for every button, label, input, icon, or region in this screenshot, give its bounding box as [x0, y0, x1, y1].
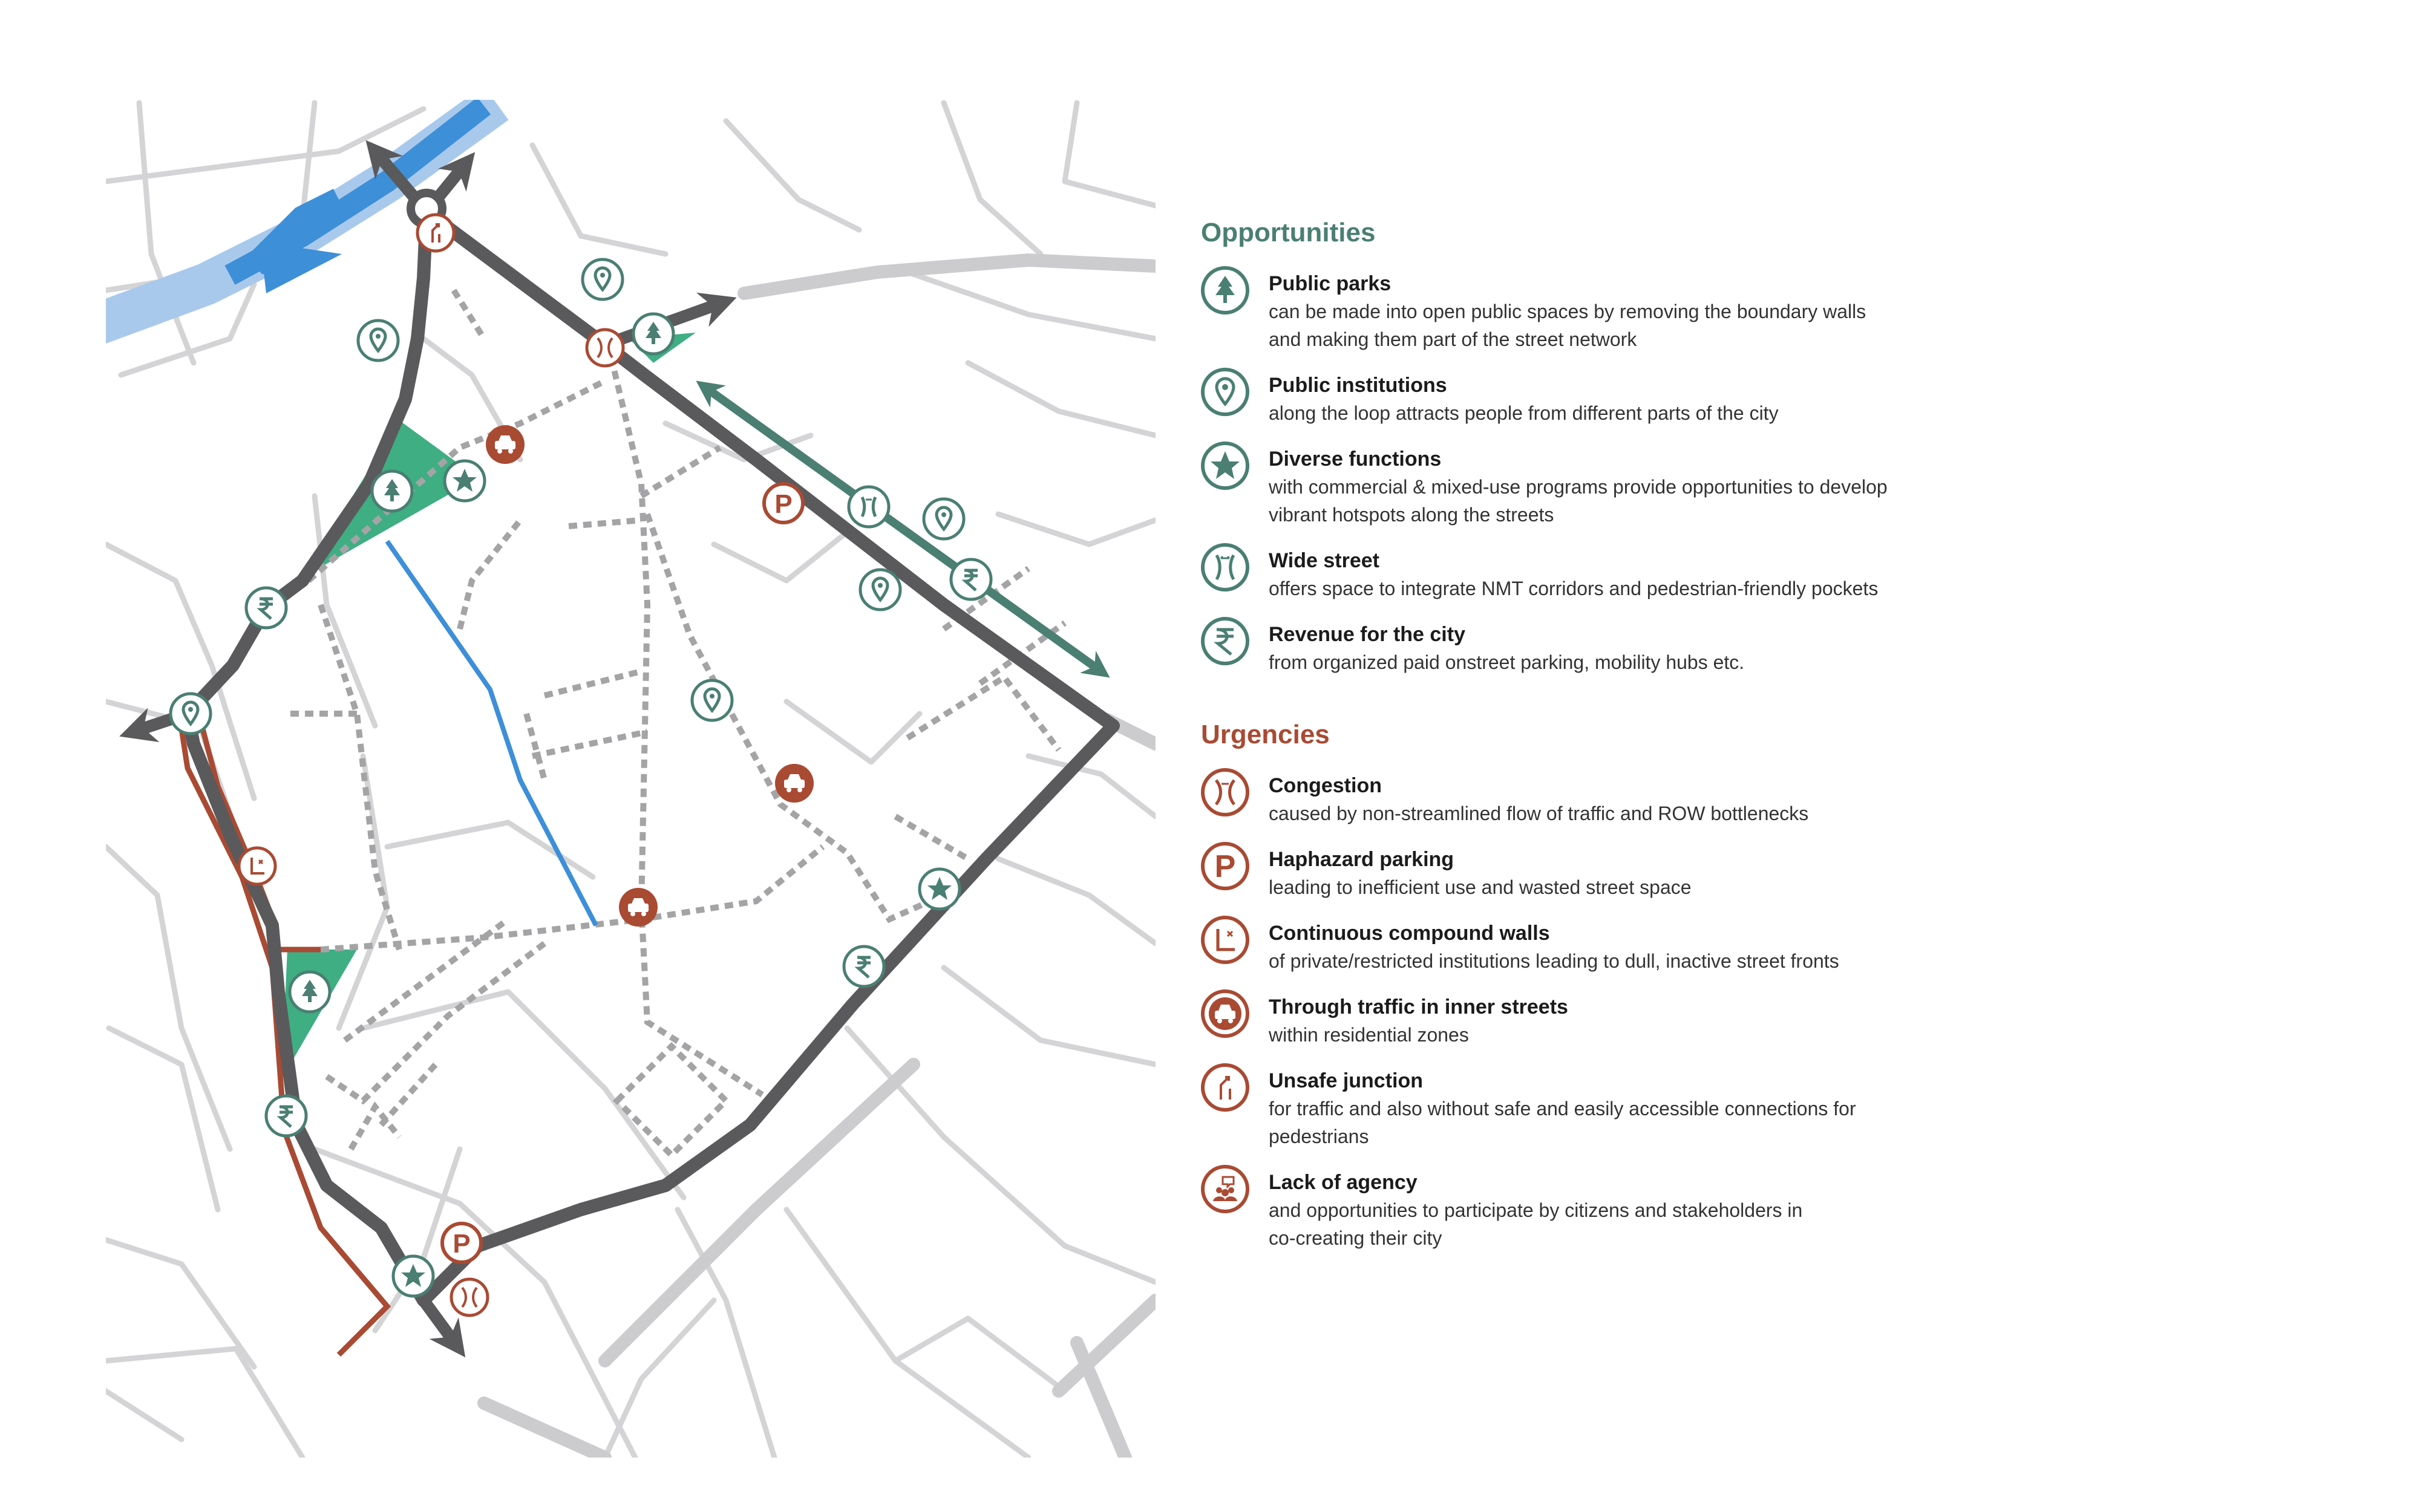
legend-item-description: along the loop attracts people from different parts of the city [1269, 402, 1779, 424]
tree-icon [290, 972, 330, 1012]
wide-street-icon [1201, 543, 1249, 591]
legend-item-description: leading to inefficient use and wasted street space [1269, 876, 1692, 898]
rupee-icon [266, 1096, 306, 1136]
star-icon [1201, 442, 1249, 490]
star-icon [445, 461, 485, 501]
legend-item-text [1269, 547, 1878, 602]
major-roads [484, 260, 1156, 1458]
parking-icon [1201, 842, 1249, 890]
legend-item-description: co-creating their city [1269, 1227, 1442, 1249]
legend-item [1201, 1168, 1987, 1252]
legend-item-label: Wide street [1269, 549, 1379, 572]
legend-item-text [1269, 993, 1568, 1049]
tree-icon [372, 471, 412, 511]
legend-item-label: Continuous compound walls [1269, 922, 1550, 945]
location-pin-icon [1201, 368, 1249, 416]
legend-item-text [1269, 270, 1866, 353]
location-pin-icon [358, 321, 398, 360]
tree-icon [1201, 266, 1249, 314]
location-pin-icon [860, 570, 900, 610]
legend-item-description: offers space to integrate NMT corridors and pedestrian-friendly pockets [1269, 578, 1879, 599]
legend-item [1201, 993, 1987, 1049]
urgencies-list [1201, 772, 1987, 1252]
street-network [106, 103, 1156, 1458]
car-icon [486, 425, 525, 464]
blue-route [387, 541, 596, 925]
legend-item [1201, 547, 1987, 602]
legend-item-label: Diverse functions [1269, 448, 1442, 471]
legend-item-description: from organized paid onstreet parking, mobility hubs etc. [1269, 651, 1745, 673]
legend-item-description: for traffic and also without safe and easily accessible connections for [1269, 1098, 1856, 1119]
legend-item-label: Public parks [1269, 272, 1392, 295]
legend [1201, 218, 1987, 1270]
people-icon [1201, 1165, 1249, 1213]
rupee-icon [951, 559, 991, 599]
legend-item-text [1269, 445, 1888, 529]
tree-icon [633, 314, 673, 354]
star-icon [920, 869, 960, 909]
legend-item-text [1269, 846, 1692, 901]
legend-item-text [1269, 772, 1808, 827]
legend-item-label: Lack of agency [1269, 1171, 1418, 1194]
location-pin-icon [171, 694, 211, 734]
legend-item-description: can be made into open public spaces by removing the boundary walls [1269, 301, 1866, 322]
loop-road [188, 212, 1113, 1300]
congestion-icon [1201, 768, 1249, 816]
congestion-icon [451, 1279, 488, 1315]
legend-item-text [1269, 919, 1839, 975]
car-icon [619, 888, 658, 927]
car-icon [775, 764, 814, 803]
compound-wall-icon [239, 848, 275, 884]
legend-item-description: and opportunities to participate by citizens and stakeholders in [1269, 1199, 1803, 1221]
legend-item-description: vibrant hotspots along the streets [1269, 504, 1554, 526]
rupee-icon [844, 947, 884, 986]
legend-item [1201, 371, 1987, 427]
legend-item-label: Revenue for the city [1269, 623, 1465, 646]
location-pin-icon [692, 680, 732, 720]
legend-item-label: Through traffic in inner streets [1269, 996, 1568, 1018]
legend-item-description: and making them part of the street network [1269, 328, 1637, 350]
unsafe-junction-icon [1201, 1063, 1249, 1112]
compound-wall-icon [1201, 916, 1249, 964]
legend-item [1201, 621, 1987, 676]
location-pin-icon [583, 259, 623, 299]
parking-icon [764, 484, 803, 523]
legend-item-description: pedestrians [1269, 1126, 1369, 1147]
congestion-icon [587, 330, 623, 366]
legend-item-text [1269, 371, 1779, 427]
legend-item-text [1269, 621, 1744, 676]
legend-item-text [1269, 1168, 1802, 1252]
legend-item [1201, 846, 1987, 901]
svg-text:P: P [453, 1229, 471, 1259]
urgencies-title: Urgencies [1201, 720, 1330, 749]
svg-text:P: P [1214, 849, 1236, 883]
legend-item-text [1269, 1067, 1856, 1150]
legend-item-label: Unsafe junction [1269, 1069, 1424, 1092]
legend-item [1201, 919, 1987, 975]
opportunities-list [1201, 270, 1987, 676]
location-pin-icon [924, 499, 964, 539]
legend-item-description: caused by non-streamlined flow of traffic and ROW bottlenecks [1269, 803, 1809, 824]
legend-item-description: within residential zones [1269, 1024, 1469, 1046]
legend-item-description: of private/restricted institutions leading to dull, inactive street fronts [1269, 950, 1839, 972]
legend-item [1201, 772, 1987, 827]
svg-text:P: P [774, 489, 793, 519]
star-icon [393, 1256, 433, 1296]
legend-item-label: Congestion [1269, 774, 1382, 797]
car-icon [1201, 989, 1249, 1038]
rupee-icon [1201, 617, 1249, 665]
legend-item [1201, 1067, 1987, 1150]
parking-icon [442, 1224, 481, 1262]
wide-street-icon [849, 487, 889, 527]
legend-item [1201, 270, 1987, 353]
legend-item-label: Public institutions [1269, 374, 1447, 397]
unsafe-junction-icon [417, 215, 454, 251]
legend-item-description: with commercial & mixed-use programs provide opportunities to develop [1269, 476, 1888, 498]
inner-streets [290, 290, 1065, 1155]
opportunities-title: Opportunities [1201, 218, 1376, 247]
legend-item [1201, 445, 1987, 529]
legend-item-label: Haphazard parking [1269, 848, 1454, 871]
rupee-icon [246, 588, 286, 628]
